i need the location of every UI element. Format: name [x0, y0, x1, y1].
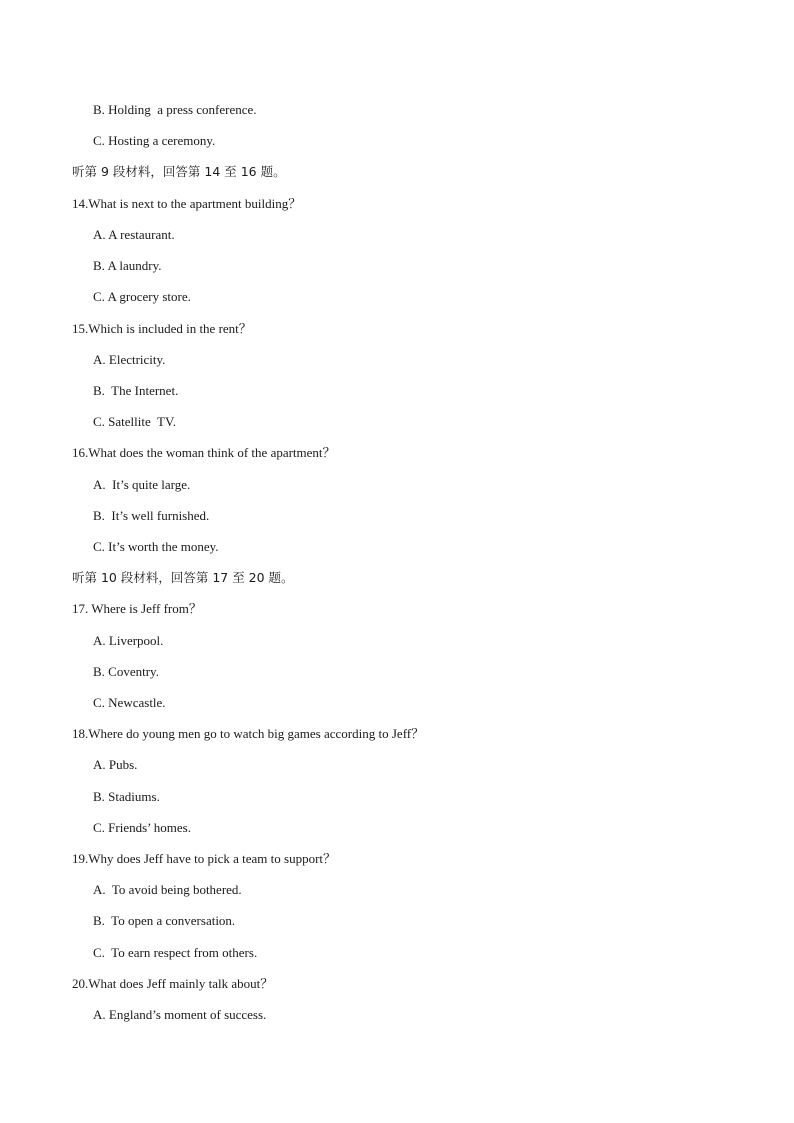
option-13b: B. Holding a press conference. [93, 102, 257, 117]
option-16a: A. It’s quite large. [93, 477, 191, 492]
option-19c: C. To earn respect from others. [93, 945, 258, 960]
question-19: 19.Why does Jeff have to pick a team to support？ [72, 851, 337, 866]
option-18c: C. Friends’ homes. [93, 820, 191, 835]
option-15c: C. Satellite TV. [93, 414, 176, 429]
option-14a: A. A restaurant. [93, 227, 175, 242]
question-17: 17. Where is Jeff from？ [72, 601, 202, 616]
option-15b: B. The Internet. [93, 383, 179, 398]
option-17a: A. Liverpool. [93, 633, 164, 648]
option-19a: A. To avoid being bothered. [93, 882, 242, 897]
option-18a: A. Pubs. [93, 757, 138, 772]
question-14: 14.What is next to the apartment building？ [72, 196, 302, 211]
option-14b: B. A laundry. [93, 258, 162, 273]
question-18: 18.Where do young men go to watch big games according to Jeff？ [72, 726, 425, 741]
option-19b: B. To open a conversation. [93, 913, 236, 928]
option-13c: C. Hosting a ceremony. [93, 133, 216, 148]
option-15a: A. Electricity. [93, 352, 166, 367]
section-heading-9: 听第 9 段材料，回答第 14 至 16 题。 [72, 164, 286, 179]
question-20: 20.What does Jeff mainly talk about？ [72, 976, 274, 991]
section-heading-10: 听第 10 段材料，回答第 17 至 20 题。 [72, 570, 294, 585]
question-16: 16.What does the woman think of the apartment？ [72, 445, 336, 460]
option-20a: A. England’s moment of success. [93, 1007, 267, 1022]
option-17b: B. Coventry. [93, 664, 159, 679]
option-16b: B. It’s well furnished. [93, 508, 210, 523]
option-18b: B. Stadiums. [93, 789, 160, 804]
question-15: 15.Which is included in the rent？ [72, 321, 252, 336]
option-17c: C. Newcastle. [93, 695, 166, 710]
option-14c: C. A grocery store. [93, 289, 191, 304]
option-16c: C. It’s worth the money. [93, 539, 219, 554]
